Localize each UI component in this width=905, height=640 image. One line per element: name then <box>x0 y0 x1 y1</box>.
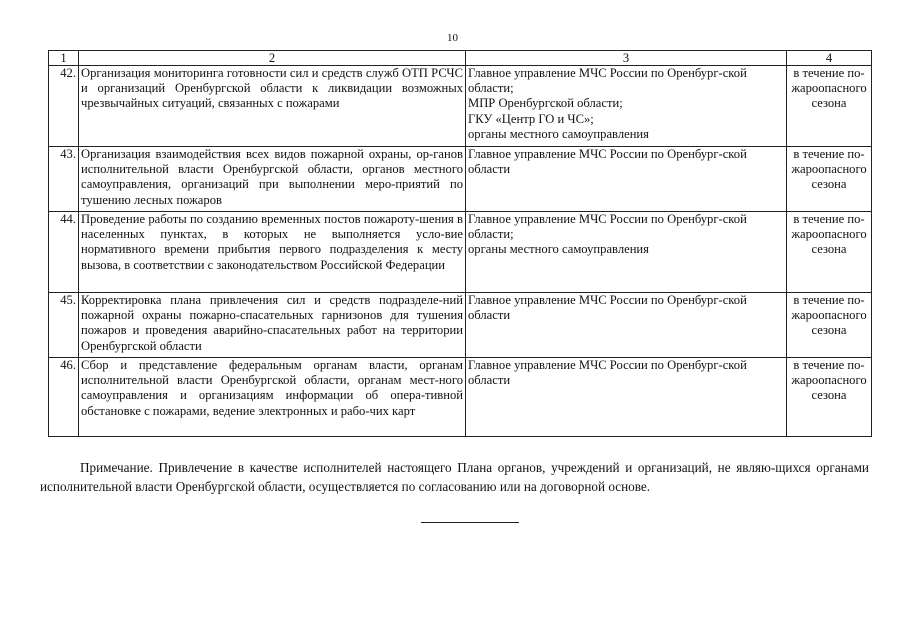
deadline-cell: в течение по-жароопасного сезона <box>787 358 872 437</box>
row-number: 42. <box>49 66 79 147</box>
responsible-line: Главное управление МЧС России по Оренбург-ской области; <box>468 66 747 96</box>
action-cell: Организация мониторинга готовности сил и средств служб ОТП РСЧС и организаций Оренбургской области к ликвидации возможных чрезвычайных ситуаций, связанных с пожарами <box>79 66 466 147</box>
responsible-line: МПР Оренбургской области; <box>468 96 623 111</box>
deadline-cell: в течение по-жароопасного сезона <box>787 212 872 293</box>
row-number: 45. <box>49 293 79 358</box>
responsible-line: Главное управление МЧС России по Оренбург-ской области; <box>468 212 747 242</box>
page-number: 10 <box>447 32 458 44</box>
responsible-cell <box>466 358 787 437</box>
column-header-responsible: 3 <box>466 51 787 66</box>
table-row <box>49 147 872 212</box>
responsible-line: Главное управление МЧС России по Оренбург-ской области <box>468 358 747 388</box>
responsible-line: органы местного самоуправления <box>468 242 649 257</box>
responsible-cell <box>466 212 787 293</box>
responsible-line: Главное управление МЧС России по Оренбург-ской области <box>468 147 747 177</box>
responsible-line: Главное управление МЧС России по Оренбург-ской области <box>468 293 747 323</box>
row-number: 46. <box>49 358 79 437</box>
deadline-cell: в течение по-жароопасного сезона <box>787 147 872 212</box>
deadline-cell: в течение по-жароопасного сезона <box>787 66 872 147</box>
responsible-line: ГКУ «Центр ГО и ЧС»; <box>468 111 594 126</box>
column-header-deadline: 4 <box>787 51 872 66</box>
header-row <box>49 51 872 66</box>
row-number: 44. <box>49 212 79 293</box>
row-number: 43. <box>49 147 79 212</box>
table-row <box>49 358 872 437</box>
table-row <box>49 293 872 358</box>
responsible-cell <box>466 66 787 147</box>
action-cell: Проведение работы по созданию временных постов пожароту-шения в населенных пунктах, в которых не выполняется усло-вие нормативного времени прибытия первого подразделения к месту вызова, в соответствии с законодательством Российской Федерации <box>79 212 466 293</box>
action-cell: Организация взаимодействия всех видов пожарной охраны, ор-ганов исполнительной власти Оренбургской области, органов местного самоуправления, организаций при выполнении меро-приятий по тушению лесных пожаров <box>79 147 466 212</box>
responsible-line: органы местного самоуправления <box>468 126 649 141</box>
action-cell: Корректировка плана привлечения сил и средств подразделе-ний пожарной охраны пожарно-спасательных гарнизонов для тушения пожаров и проведения аварийно-спасательных работ на территории Оренбургской области <box>79 293 466 358</box>
column-header-action: 2 <box>79 51 466 66</box>
action-cell: Сбор и представление федеральным органам власти, органам исполнительной власти Оренбургской области, органам мест-ного самоуправления и организациям информации об опера-тивной обстановке с пожарами, ведение электронных и рабо-чих карт <box>79 358 466 437</box>
table-row <box>49 212 872 293</box>
deadline-cell: в течение по-жароопасного сезона <box>787 293 872 358</box>
table-row <box>49 66 872 147</box>
responsible-cell <box>466 293 787 358</box>
column-header-number: 1 <box>49 51 79 66</box>
plan-table <box>48 50 872 437</box>
responsible-cell <box>466 147 787 212</box>
end-divider <box>421 522 519 523</box>
note-paragraph: Примечание. Привлечение в качестве исполнителей настоящего Плана органов, учреждений и организаций, не являю-щихся органами исполнительной власти Оренбургской области, осуществляется по согласованию или на договорной основе. <box>40 460 869 494</box>
